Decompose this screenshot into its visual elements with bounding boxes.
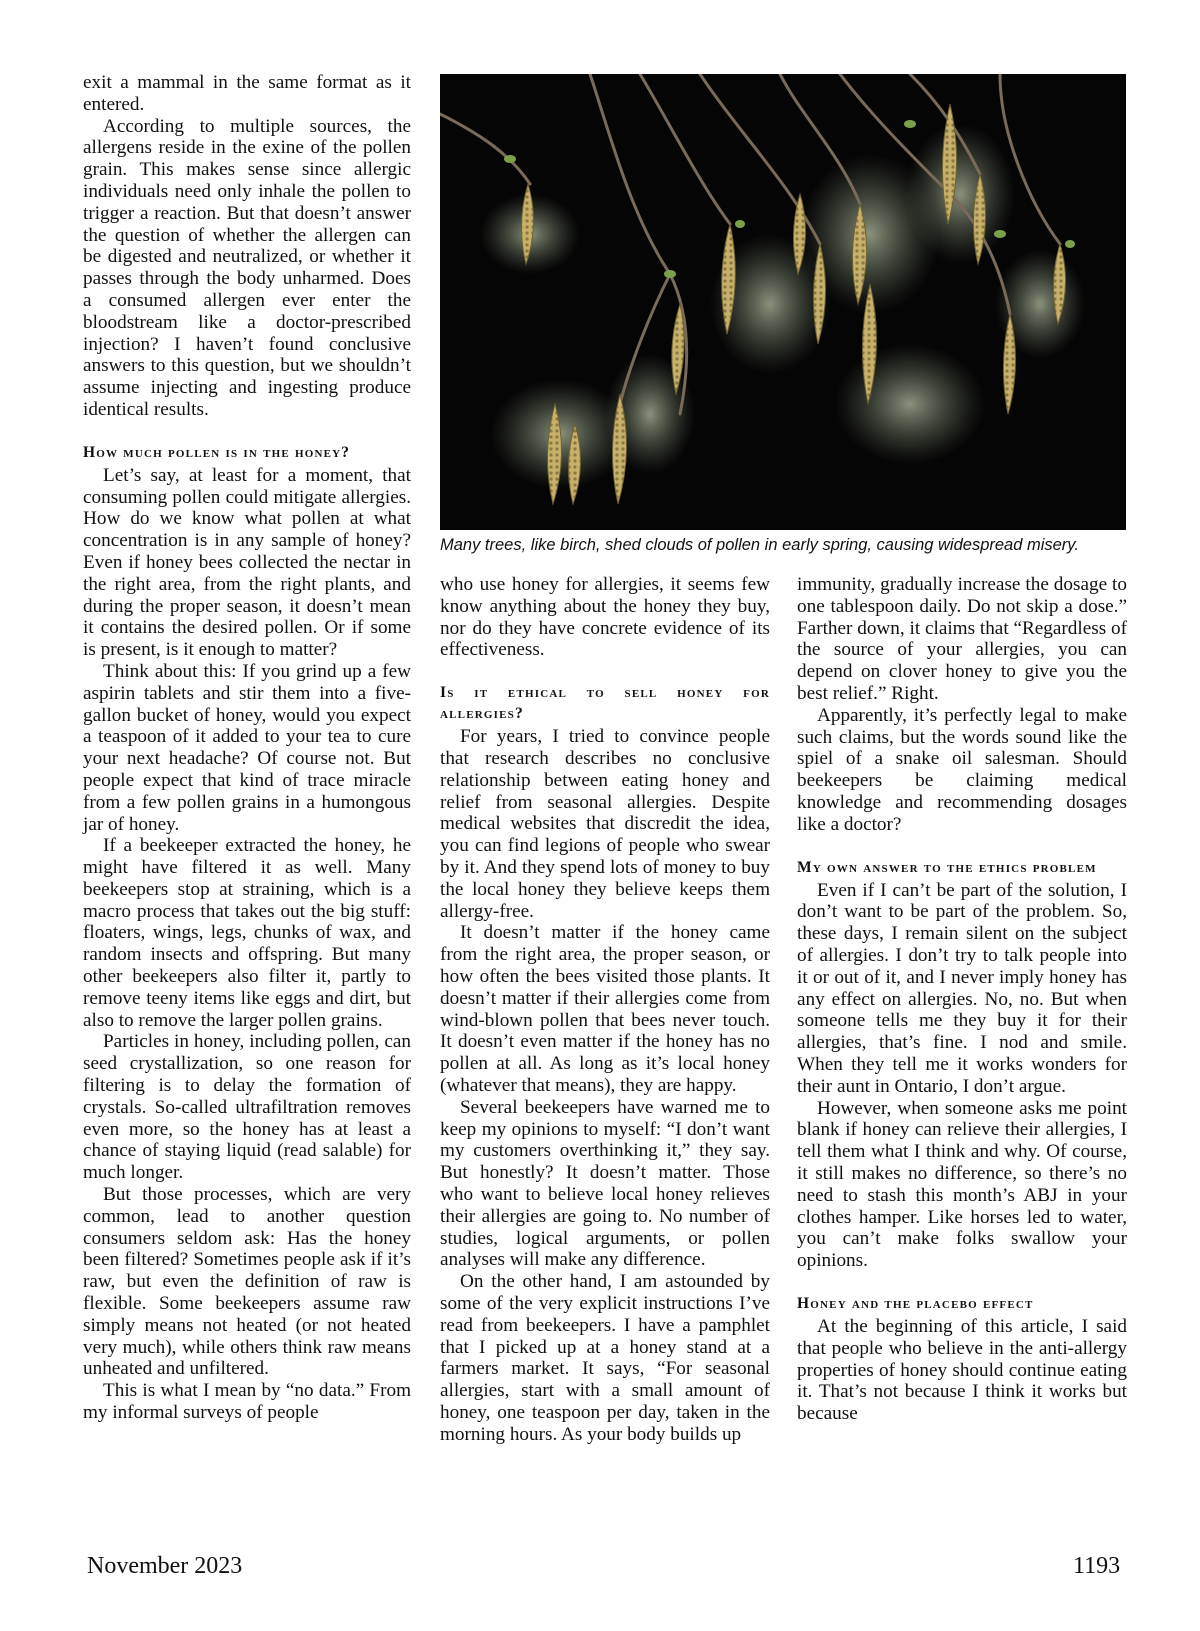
section-heading: Honey and the placebo effect	[797, 1294, 1034, 1312]
paragraph: For years, I tried to convince people that research describes no conclusive relationship between eating honey and relief from seasonal allergies. Despite medical websites that discredit the idea, you can find legions of people who swear by it. And they spend lots of money to buy the local honey they believe keeps them allergy-free.	[440, 726, 770, 922]
birch-pollen-photo	[440, 74, 1126, 530]
paragraph: If a beekeeper extracted the honey, he might have filtered it as well. Many beekeepers stop at straining, which is a macro process that takes out the big stuff: floaters, wings, legs, chunks of wax, and random insects and offspring. But many other beekeepers also filter it, partly to remove teeny items like eggs and dirt, but also to remove the larger pollen grains.	[83, 835, 411, 1031]
paragraph: immunity, gradually increase the dosage to one tablespoon daily. Do not skip a dose.” Farther down, it claims that “Regardless of the source of your allergies, you can depend on clover honey to give you the best relief.” Right.	[797, 574, 1127, 704]
paragraph: Think about this: If you grind up a few aspirin tablets and stir them into a five-gallon bucket of honey, would you expect a teaspoon of it added to your tea to cure your next headache? Of course not. But people expect that kind of trace miracle from a few pollen grains in a humongous jar of honey.	[83, 660, 411, 835]
paragraph: At the beginning of this article, I said that people who believe in the anti-allergy properties of honey should continue eating it. That’s not because I think it works but because	[797, 1315, 1127, 1425]
issue-date: November 2023	[87, 1553, 243, 1579]
paragraph: who use honey for allergies, it seems few know anything about the honey they buy, nor do they have concrete evidence of its effectiveness.	[440, 574, 770, 661]
paragraph: Even if I can’t be part of the solution, I don’t want to be part of the problem. So, these days, I remain silent on the subject of allergies. I don’t try to talk people into it or out of it, and I never imply honey has any effect on allergies. No, no. But when someone tells me they buy it for their allergies, that’s fine. I nod and smile. When they tell me it works wonders for their aunt in Ontario, I don’t argue.	[797, 879, 1127, 1097]
paragraph: It doesn’t matter if the honey came from the right area, the proper season, or how often the bees visited those plants. It doesn’t matter if their allergies come from wind-blown pollen that bees never touch. It doesn’t even matter if the honey has no pollen at all. As long as it’s local honey (whatever that means), they are happy.	[440, 922, 770, 1096]
birch-catkins-illustration	[440, 74, 1126, 530]
section-heading: How much pollen is in the honey?	[83, 443, 351, 461]
paragraph: exit a mammal in the same format as it entered.	[83, 72, 411, 115]
paragraph: On the other hand, I am astounded by some of the very explicit instructions I’ve read from beekeepers. I have a pamphlet that I picked up at a honey stand at a farmers market. It says, “For seasonal allergies, start with a small amount of honey, one teaspoon per day, taken in the morning hours. As your body builds up	[440, 1271, 770, 1445]
paragraph: However, when someone asks me point blank if honey can relieve their allergies, I tell them what I think and why. Of course, it still makes no difference, so there’s no need to stash this month’s ABJ in your clothes hamper. Like horses led to water, you can’t make folks swallow your opinions.	[797, 1097, 1127, 1272]
paragraph: But those processes, which are very common, lead to another question consumers seldom ask: Has the honey been filtered? Sometimes people ask if it’s raw, but even the definition of raw is flexible. Some beekeepers assume raw simply means not heated (or not heated very much), while others think raw means unheated and unfiltered.	[83, 1184, 411, 1380]
paragraph: Particles in honey, including pollen, can seed crystallization, so one reason for filtering is to delay the formation of crystals. So-called ultrafiltration removes even more, so the honey has at least a chance of staying liquid (read salable) for much longer.	[83, 1031, 411, 1184]
section-heading: My own answer to the ethics problem	[797, 858, 1097, 876]
paragraph: Several beekeepers have warned me to keep my opinions to myself: “I don’t want my customers overthinking it,” they say. But honestly? It doesn’t matter. Those who want to believe local honey relieves their allergies are going to. No number of studies, logical arguments, or pollen analyses will make any difference.	[440, 1096, 770, 1271]
column-3	[797, 574, 1127, 1425]
paragraph: Apparently, it’s perfectly legal to make such claims, but the words sound like the spiel of a snake oil salesman. Should beekeepers be claiming medical knowledge and recommending dosages like a doctor?	[797, 704, 1127, 835]
paragraph: According to multiple sources, the allergens reside in the exine of the pollen grain. This makes sense since allergic individuals need only inhale the pollen to trigger a reaction. But that doesn’t answer the question of whether the allergen can be digested and neutralized, or whether it passes through the body unharmed. Does a consumed allergen ever enter the bloodstream like a doctor-prescribed injection? I haven’t found conclusive answers to this question, but we shouldn’t assume injecting and ingesting produce identical results.	[83, 115, 411, 420]
column-1	[83, 72, 411, 1424]
photo-caption: Many trees, like birch, shed clouds of pollen in early spring, causing widespread misery.	[440, 536, 1079, 554]
section-heading: Is it ethical to sell honey for allergies?	[440, 684, 770, 723]
page-number: 1193	[1073, 1553, 1121, 1579]
paragraph: This is what I mean by “no data.” From my informal surveys of people	[83, 1380, 411, 1424]
column-2	[440, 574, 770, 1445]
paragraph: Let’s say, at least for a moment, that consuming pollen could mitigate allergies. How do we know what pollen at what concentration is in any sample of honey? Even if honey bees collected the nectar in the right area, from the right plants, and during the proper season, it doesn’t mean it contains the desired pollen. Or if some is present, is it enough to matter?	[83, 464, 411, 661]
